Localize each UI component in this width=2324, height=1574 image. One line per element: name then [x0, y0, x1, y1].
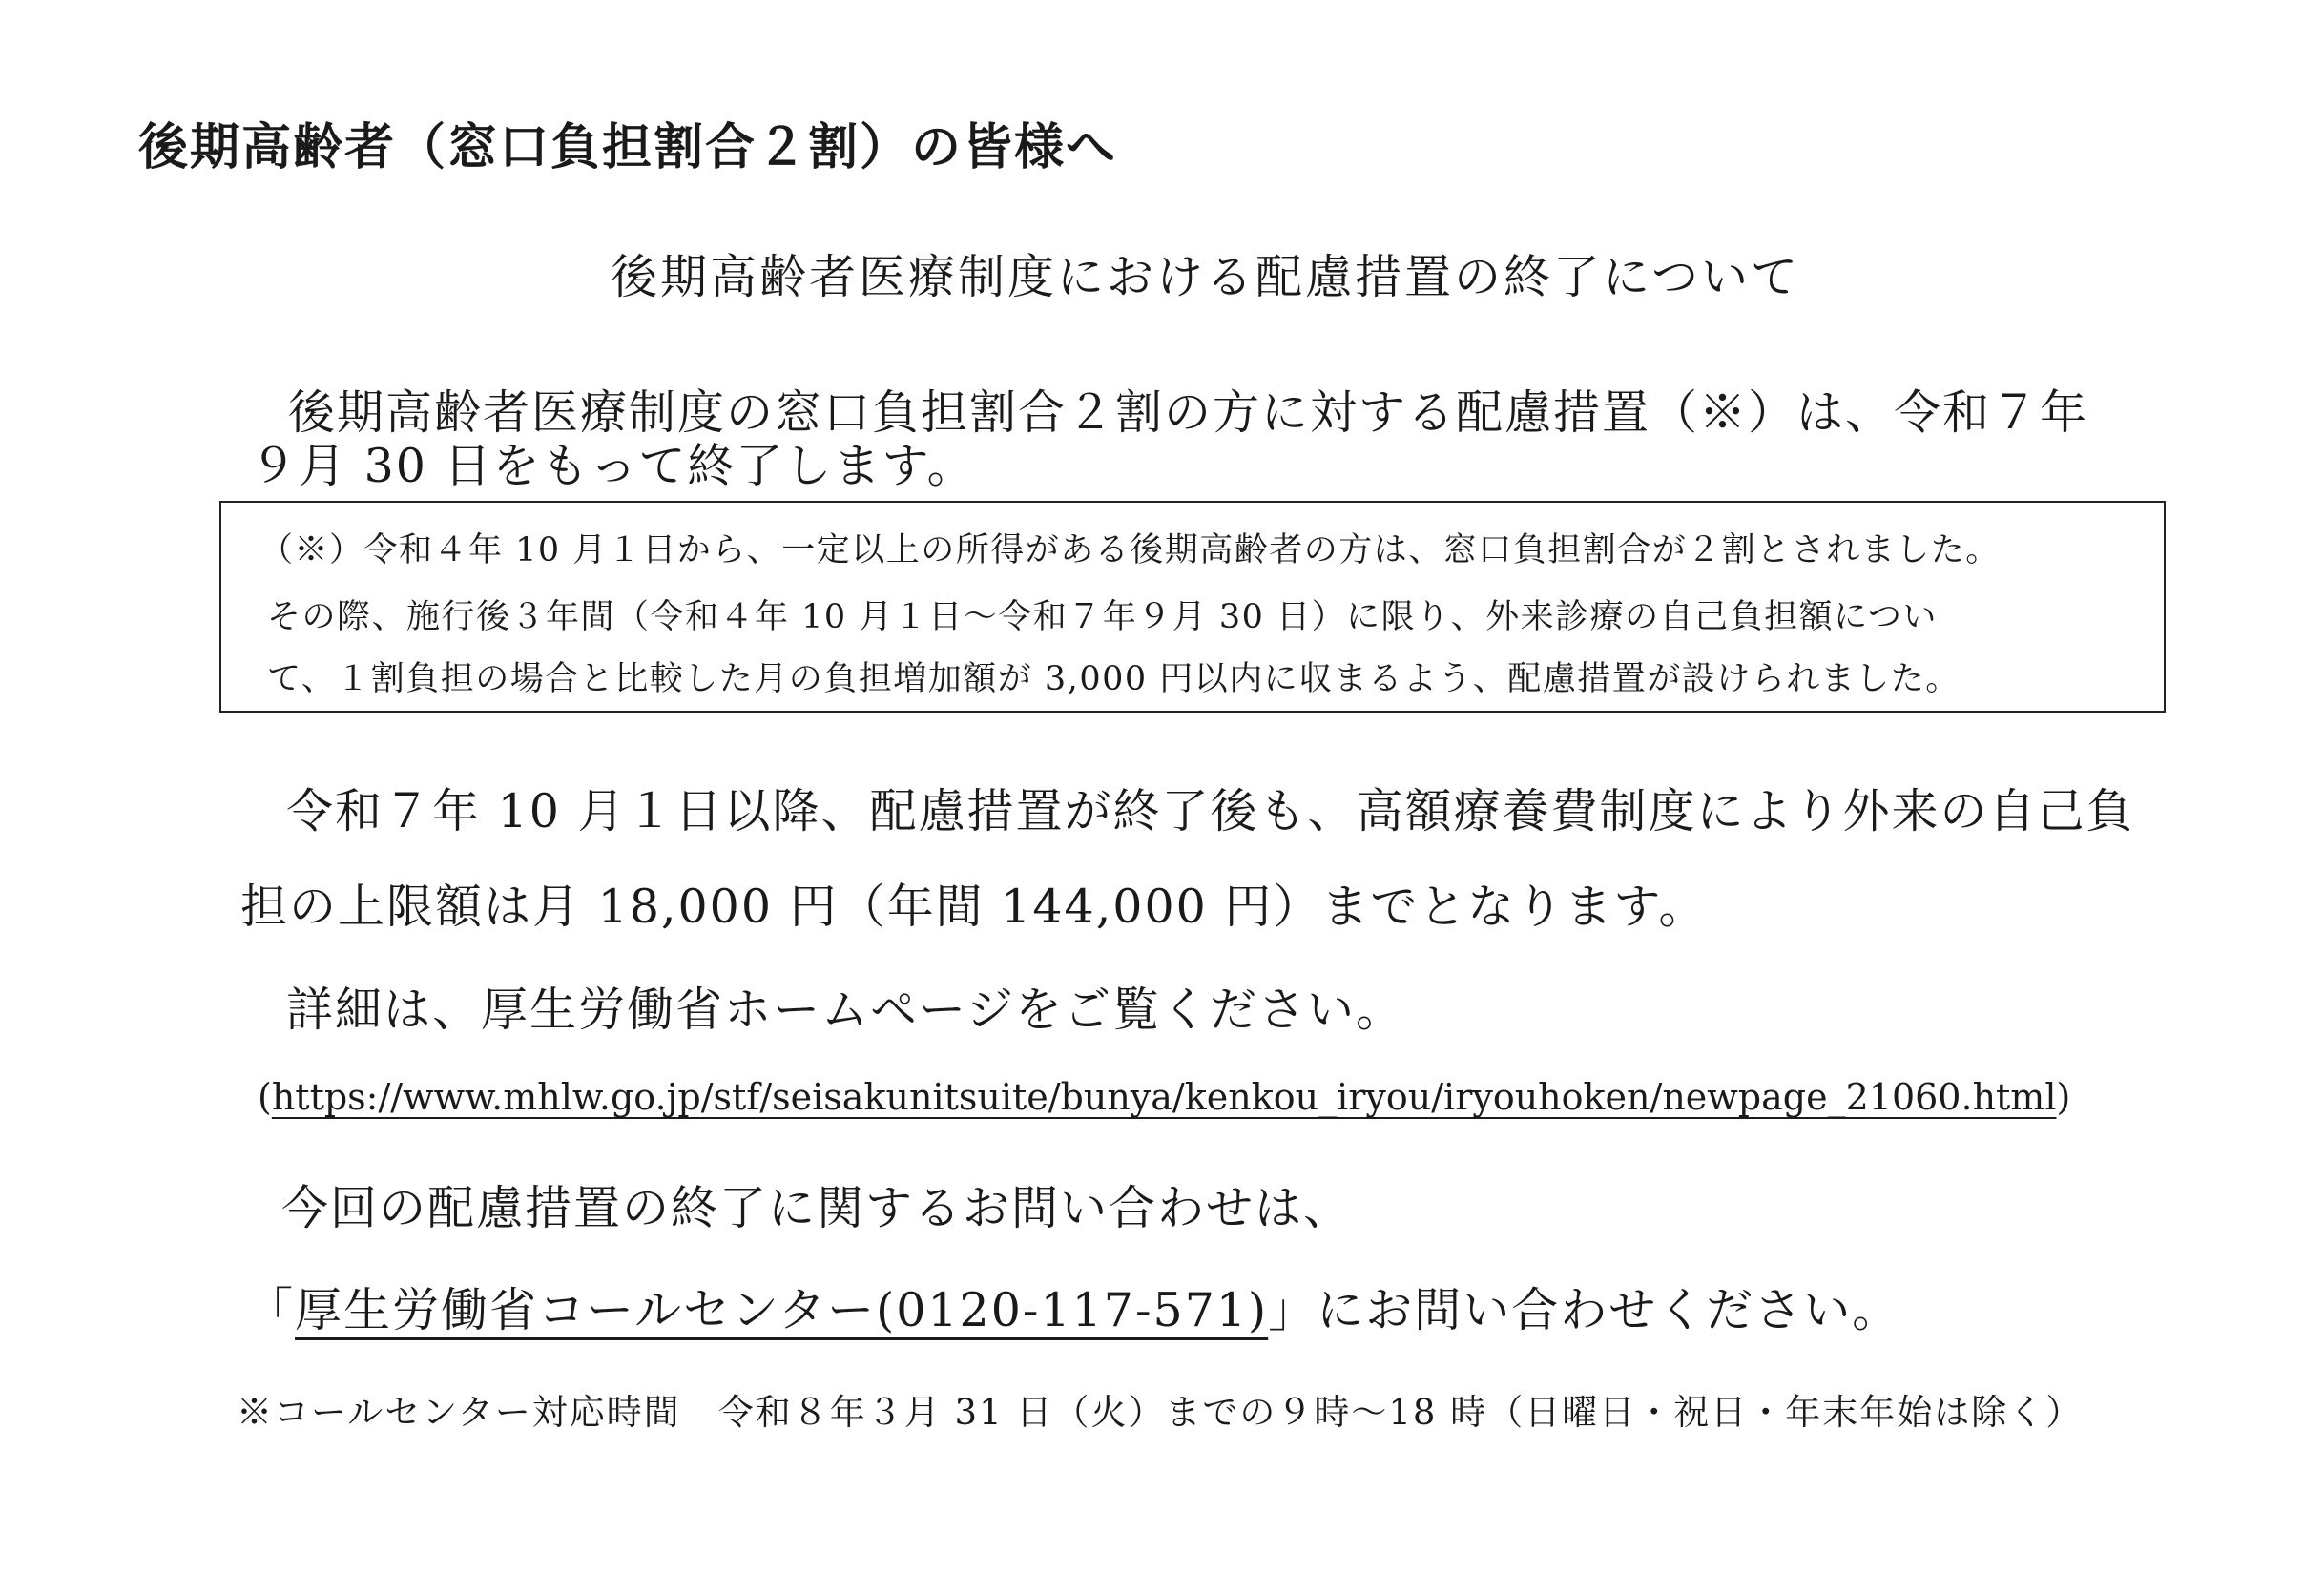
mhlw-url-link[interactable]: https://www.mhlw.go.jp/stf/seisakunitsuite/bunya/kenkou_iryou/iryouhoken/newpage_21060.html — [271, 1076, 2057, 1118]
url-open-paren: ( — [258, 1076, 272, 1118]
after-line-1: 令和７年 10 月１日以降、配慮措置が終了後も、高額療養費制度により外来の自己負 — [286, 784, 2135, 839]
document-title: 後期高齢者医療制度における配慮措置の終了について — [611, 250, 1801, 304]
inquiry-line-1: 今回の配慮措置の終了に関するお問い合わせは、 — [281, 1181, 1353, 1235]
url-line — [258, 1076, 2070, 1118]
inquiry-line-2 — [246, 1274, 1900, 1340]
after-line-2: 担の上限額は月 18,000 円（年間 144,000 円）までとなります。 — [240, 880, 1708, 934]
note-line-2: その際、施行後３年間（令和４年 10 月１日～令和７年９月 30 日）に限り、外来診療の自己負担額につい — [267, 598, 1938, 636]
note-box — [219, 501, 2166, 713]
open-bracket: 「 — [246, 1283, 296, 1337]
call-center-name: 厚生労働省コールセンター(0120-117-571) — [295, 1283, 1269, 1337]
details-text: 詳細は、厚生労働省ホームページをご覧ください。 — [286, 983, 1405, 1037]
close-bracket: 」 — [1268, 1283, 1318, 1337]
addressee-heading: 後期高齢者（窓口負担割合２割）の皆様へ — [138, 119, 1118, 176]
url-close-paren: ) — [2056, 1076, 2071, 1118]
intro-line-1: 後期高齢者医療制度の窓口負担割合２割の方に対する配慮措置（※）は、令和７年 — [288, 385, 2089, 440]
note-line-3: て、１割負担の場合と比較した月の負担増加額が 3,000 円以内に収まるよう、配慮措置が設けられました。 — [267, 660, 1961, 698]
intro-line-2: ９月 30 日をもって終了します。 — [250, 439, 976, 493]
call-center-hours-footnote: ※コールセンター対応時間 令和８年３月 31 日（火）までの９時～18 時（日曜日・祝日・年末年始は除く） — [237, 1392, 2084, 1433]
note-line-1: （※）令和４年 10 月１日から、一定以上の所得がある後期高齢者の方は、窓口負担割合が２割とされました。 — [259, 531, 2001, 570]
inquiry-suffix: にお問い合わせください。 — [1317, 1283, 1901, 1337]
